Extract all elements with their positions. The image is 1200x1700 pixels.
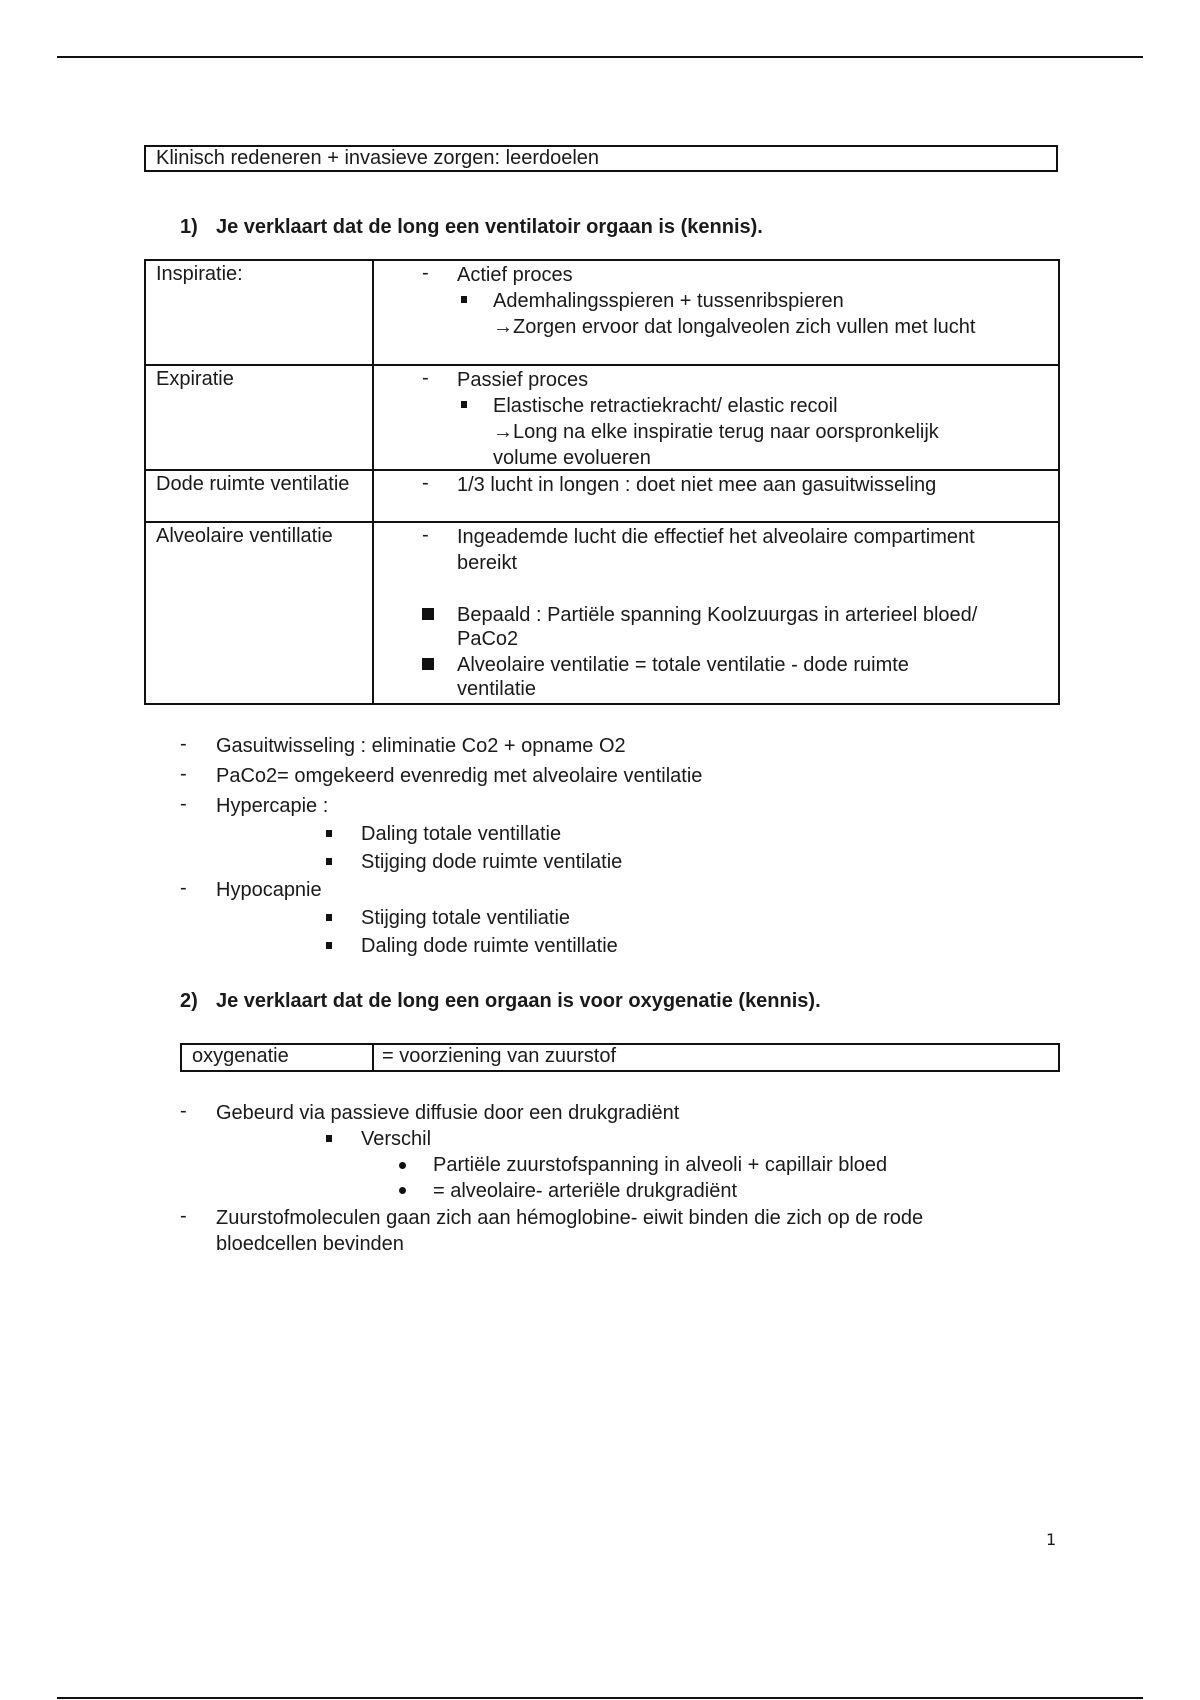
bullet-text: Gasuitwisseling : eliminatie Co2 + opname O2 — [216, 735, 626, 757]
cell-line: Ingeademde lucht die effectief het alveolaire compartiment — [457, 526, 975, 548]
page-number: 1 — [1046, 1530, 1057, 1549]
cell-line: →Long na elke inspiratie terug naar oorspronkelijk — [493, 421, 939, 443]
square-bullet — [326, 1135, 332, 1142]
cell-line: Passief proces — [457, 369, 589, 391]
cell-line: bereikt — [457, 552, 518, 574]
square-bullet — [461, 296, 467, 303]
row-label-inspiratie: Inspiratie: — [156, 263, 243, 285]
row-content-expiratie — [373, 365, 1059, 470]
section-1-number: 1) — [180, 216, 198, 238]
square-bullet — [422, 608, 434, 620]
cell-line: Bepaald : Partiële spanning Koolzuurgas in arterieel bloed/ — [457, 604, 978, 626]
dash-marker: - — [180, 1205, 187, 1227]
section-2-title: Je verklaart dat de long een orgaan is voor oxygenatie (kennis). — [216, 990, 821, 1012]
bullet-text: Gebeurd via passieve diffusie door een drukgradiënt — [216, 1102, 680, 1124]
dash-marker: - — [422, 472, 429, 494]
bullet-text: Stijging totale ventiliatie — [361, 907, 571, 929]
document-title: Klinisch redeneren + invasieve zorgen: leerdoelen — [156, 147, 600, 169]
cell-line: 1/3 lucht in longen : doet niet mee aan gasuitwisseling — [457, 474, 937, 496]
cell-line: Alveolaire ventilatie = totale ventilatie - dode ruimte — [457, 654, 909, 676]
footer-rule — [57, 1697, 1143, 1699]
dash-marker: - — [180, 1100, 187, 1122]
square-bullet — [461, 401, 467, 408]
cell-line: Actief proces — [457, 264, 573, 286]
square-bullet — [326, 858, 332, 865]
oxygenatie-label: oxygenatie — [192, 1045, 289, 1067]
oxygenation-table — [180, 1043, 1060, 1072]
cell-line: →Zorgen ervoor dat longalveolen zich vullen met lucht — [493, 316, 976, 338]
row-label-dode-ruimte: Dode ruimte ventilatie — [156, 473, 350, 495]
row-content-alveolaire — [373, 522, 1059, 704]
bullet-text: PaCo2= omgekeerd evenredig met alveolaire ventilatie — [216, 765, 703, 787]
dash-marker: - — [422, 367, 429, 389]
bullet-text: Partiële zuurstofspanning in alveoli + capillair bloed — [433, 1154, 888, 1176]
dash-marker: - — [180, 877, 187, 899]
dash-marker: - — [180, 763, 187, 785]
oxygenatie-definition: = voorziening van zuurstof — [382, 1045, 617, 1067]
bullet-text: Daling totale ventillatie — [361, 823, 562, 845]
dash-marker: - — [422, 262, 429, 284]
bullet-text: bloedcellen bevinden — [216, 1233, 404, 1255]
bullet-text: = alveolaire- arteriële drukgradiënt — [433, 1180, 738, 1202]
ventilation-table — [144, 259, 1060, 705]
bullet-text: Hypocapnie — [216, 879, 322, 901]
table-row — [145, 522, 1059, 704]
cell-line: Elastische retractiekracht/ elastic recoil — [493, 395, 838, 417]
cell-line: PaCo2 — [457, 628, 519, 650]
bullet-text: Hypercapie : — [216, 795, 329, 817]
cell-line: volume evolueren — [493, 447, 651, 469]
table-row — [145, 260, 1059, 365]
dash-marker: - — [180, 793, 187, 815]
cell-line: ventilatie — [457, 678, 536, 700]
bullet-text: Verschil — [361, 1128, 432, 1150]
row-content-inspiratie — [373, 260, 1059, 365]
square-bullet — [326, 942, 332, 949]
square-bullet — [422, 658, 434, 670]
section-2-number: 2) — [180, 990, 198, 1012]
row-content-dode-ruimte — [373, 470, 1059, 522]
document-title-box — [144, 145, 1058, 172]
table-row — [145, 470, 1059, 522]
bullet-text: Daling dode ruimte ventillatie — [361, 935, 618, 957]
dash-marker: - — [180, 733, 187, 755]
round-bullet — [399, 1187, 406, 1194]
bullet-text: Stijging dode ruimte ventilatie — [361, 851, 623, 873]
bullet-text: Zuurstofmoleculen gaan zich aan hémoglobine- eiwit binden die zich op de rode — [216, 1207, 924, 1229]
cell-line: Ademhalingsspieren + tussenribspieren — [493, 290, 844, 312]
header-rule — [57, 56, 1143, 58]
row-label-expiratie: Expiratie — [156, 368, 234, 390]
square-bullet — [326, 830, 332, 837]
square-bullet — [326, 914, 332, 921]
table-row — [181, 1044, 1059, 1071]
table-row — [145, 365, 1059, 470]
row-label-alveolaire: Alveolaire ventillatie — [156, 525, 333, 547]
section-1-title: Je verklaart dat de long een ventilatoir orgaan is (kennis). — [216, 216, 763, 238]
dash-marker: - — [422, 524, 429, 546]
round-bullet — [399, 1162, 406, 1169]
